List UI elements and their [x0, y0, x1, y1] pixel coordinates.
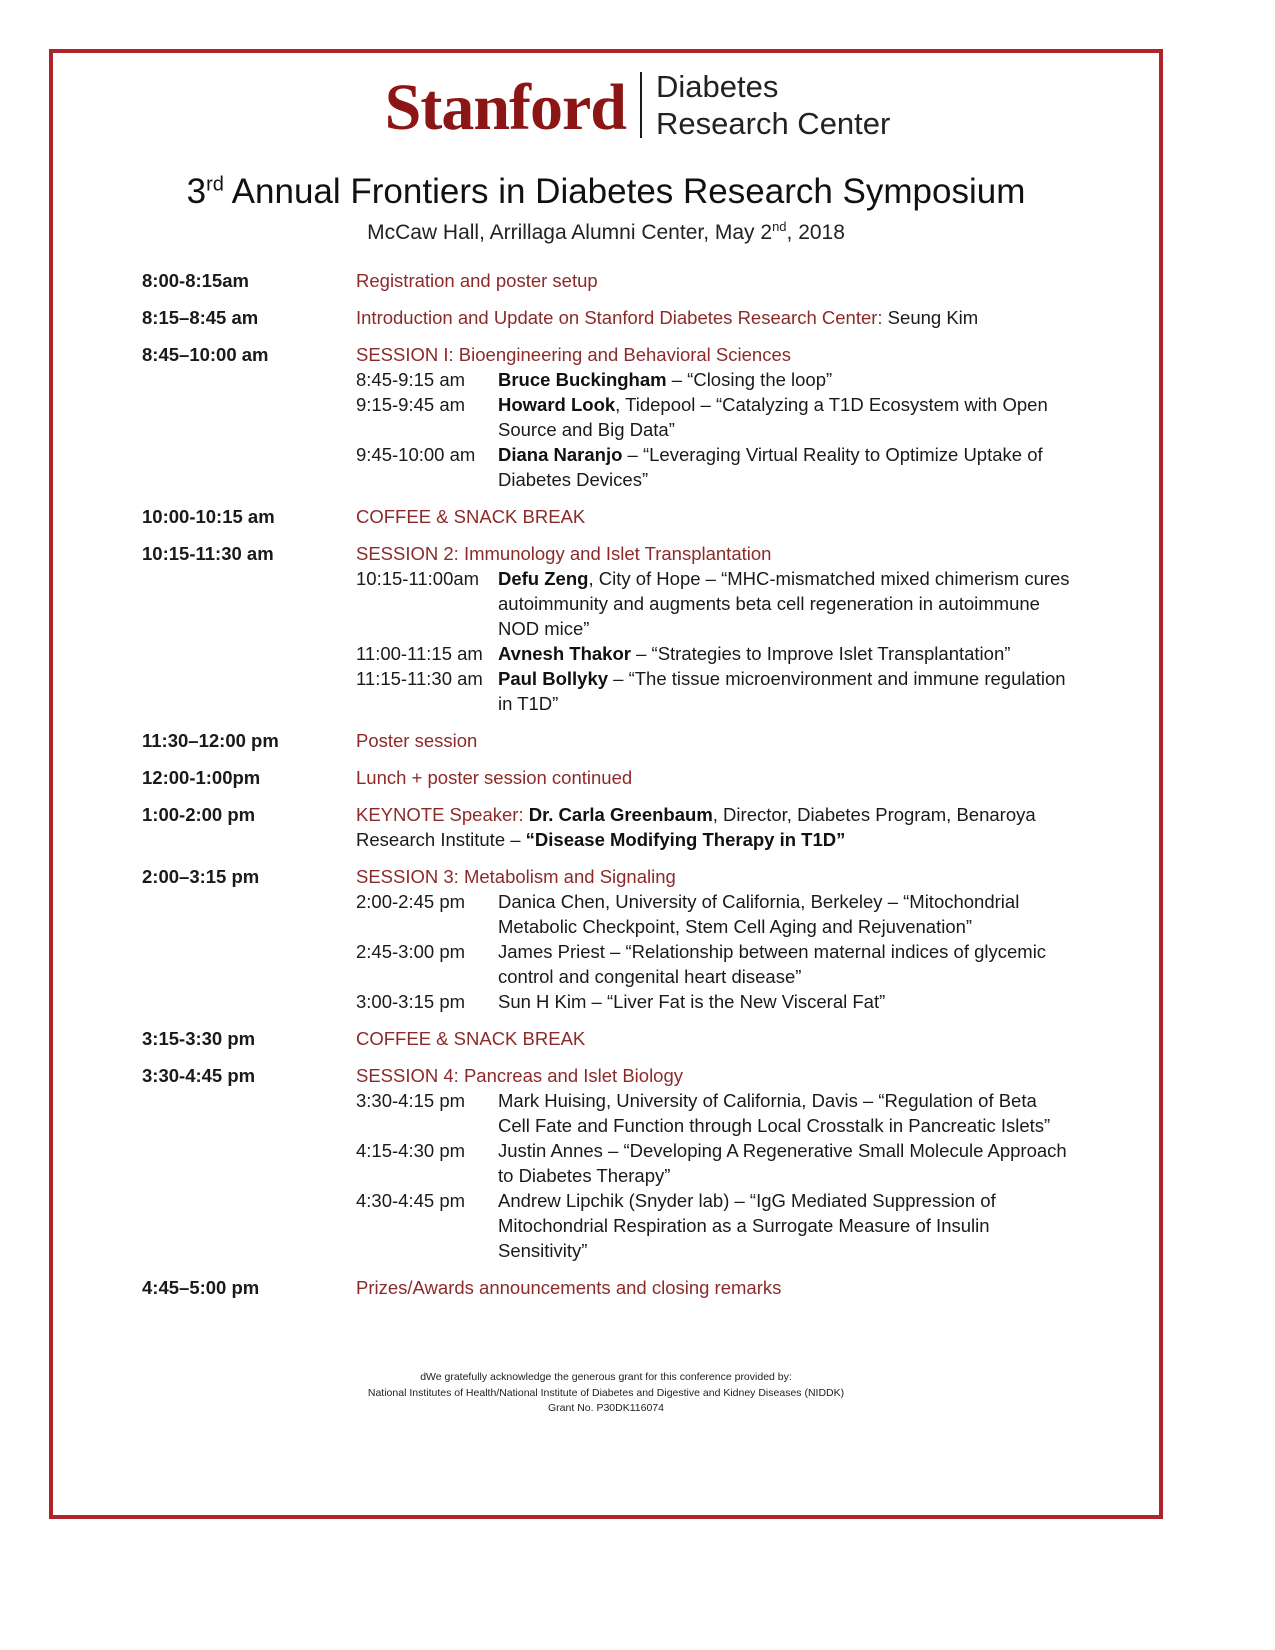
block-heading: SESSION 2: Immunology and Islet Transplantation — [356, 543, 772, 564]
talk-description: , Tidepool – “Catalyzing a T1D Ecosystem with Open Source and Big Data” — [498, 394, 1048, 440]
talk-time: 9:15-9:45 am — [356, 394, 466, 415]
stanford-drc-logo — [0, 68, 1275, 142]
subtitle-rest: , 2018 — [786, 221, 845, 244]
speaker-name: Paul Bollyky — [498, 668, 609, 689]
talk-description: Danica Chen, University of California, Berkeley – “Mitochondrial Metabolic Checkpoint, Stem Cell Aging and Rejuvenation” — [498, 891, 1020, 937]
block-time: 1:00-2:00 pm — [142, 804, 256, 825]
logo-wordmark: Stanford — [384, 71, 627, 144]
schedule-block — [142, 1063, 1072, 1263]
block-time: 2:00–3:15 pm — [142, 866, 260, 887]
talk-time: 8:45-9:15 am — [356, 369, 466, 390]
block-time: 8:00-8:15am — [142, 270, 249, 291]
talk-time: 11:00-11:15 am — [356, 643, 483, 664]
talk-time: 9:45-10:00 am — [356, 444, 476, 465]
speaker-name: Diana Naranjo — [498, 444, 623, 465]
schedule-block — [142, 1275, 1072, 1300]
block-heading: Poster session — [356, 730, 478, 751]
block-time: 3:30-4:45 pm — [142, 1065, 256, 1086]
speaker-name: Bruce Buckingham — [498, 369, 667, 390]
page-subtitle — [0, 219, 1212, 245]
schedule-block — [142, 1026, 1072, 1051]
talk-description: Andrew Lipchik (Snyder lab) – “IgG Mediated Suppression of Mitochondrial Respiration as a Surrogate Measure of Insulin Sensitivity” — [498, 1190, 996, 1261]
keynote-speaker-detail: , Director, Diabetes Program, Benaroya Research Institute – — [356, 804, 1036, 850]
talk-row — [356, 367, 1072, 392]
talk-description: – “The tissue microenvironment and immune regulation in T1D” — [498, 668, 1066, 714]
keynote-talk-title: “Disease Modifying Therapy in T1D” — [525, 829, 846, 850]
footer-line-3: Grant No. P30DK116074 — [548, 1402, 664, 1414]
talk-description: Sun H Kim – “Liver Fat is the New Visceral Fat” — [498, 991, 886, 1012]
logo-line-1: Diabetes — [656, 69, 779, 104]
block-time: 12:00-1:00pm — [142, 767, 261, 788]
logo-divider — [640, 72, 642, 138]
keynote-speaker-name: Dr. Carla Greenbaum — [523, 804, 713, 825]
talk-row — [356, 442, 1072, 492]
footer-line-1: dWe gratefully acknowledge the generous grant for this conference provided by: — [420, 1371, 792, 1383]
schedule-block — [142, 504, 1072, 529]
block-heading: Lunch + poster session continued — [356, 767, 633, 788]
block-time: 3:15-3:30 pm — [142, 1028, 256, 1049]
acknowledgement-footer — [0, 1370, 1212, 1417]
block-time: 11:30–12:00 pm — [142, 730, 279, 751]
block-heading: COFFEE & SNACK BREAK — [356, 506, 586, 527]
block-heading: Introduction and Update on Stanford Diabetes Research Center: — [356, 307, 883, 328]
title-rest: Annual Frontiers in Diabetes Research Symposium — [223, 172, 1026, 211]
title-ordinal: rd — [206, 173, 224, 196]
logo-subtitle — [656, 68, 890, 142]
talk-row — [356, 392, 1072, 442]
block-time: 10:15-11:30 am — [142, 543, 274, 564]
talk-description: – “Leveraging Virtual Reality to Optimize Uptake of Diabetes Devices” — [498, 444, 1043, 490]
talk-description: , City of Hope – “MHC-mismatched mixed chimerism cures autoimmunity and augments beta cell regeneration in autoimmune NOD mice” — [498, 568, 1070, 639]
talk-description: – “Closing the loop” — [666, 369, 833, 390]
talk-row — [356, 566, 1072, 641]
schedule — [142, 268, 1072, 1312]
block-heading: Prizes/Awards announcements and closing remarks — [356, 1277, 782, 1298]
block-speaker: Seung Kim — [882, 307, 979, 328]
block-time: 10:00-10:15 am — [142, 506, 275, 527]
page-title — [0, 172, 1212, 212]
speaker-name: Avnesh Thakor — [498, 643, 631, 664]
schedule-block — [142, 728, 1072, 753]
schedule-block — [142, 541, 1072, 716]
logo-line-2: Research Center — [656, 106, 891, 141]
subtitle-ordinal: nd — [772, 219, 787, 234]
talk-time: 2:45-3:00 pm — [356, 941, 466, 962]
speaker-name: Howard Look — [498, 394, 616, 415]
block-heading: COFFEE & SNACK BREAK — [356, 1028, 586, 1049]
talk-row — [356, 641, 1072, 666]
talk-row — [356, 939, 1072, 989]
schedule-block — [142, 864, 1072, 1014]
schedule-block — [142, 342, 1072, 492]
talk-time: 2:00-2:45 pm — [356, 891, 466, 912]
talk-description: James Priest – “Relationship between maternal indices of glycemic control and congenital heart disease” — [498, 941, 1047, 987]
talk-description: Mark Huising, University of California, Davis – “Regulation of Beta Cell Fate and Function through Local Crosstalk in Pancreatic Islets” — [498, 1090, 1051, 1136]
title-prefix: 3 — [186, 172, 207, 211]
block-time: 8:45–10:00 am — [142, 344, 269, 365]
talk-row — [356, 1088, 1072, 1138]
talk-time: 4:30-4:45 pm — [356, 1190, 466, 1211]
talk-time: 10:15-11:00am — [356, 568, 480, 589]
talk-row — [356, 889, 1072, 939]
talk-description: Justin Annes – “Developing A Regenerative Small Molecule Approach to Diabetes Therapy” — [498, 1140, 1067, 1186]
block-time: 4:45–5:00 pm — [142, 1277, 260, 1298]
block-heading: Registration and poster setup — [356, 270, 598, 291]
speaker-name: Defu Zeng — [498, 568, 589, 589]
schedule-block — [142, 802, 1072, 852]
talk-row — [356, 1138, 1072, 1188]
block-heading: KEYNOTE Speaker: — [356, 804, 524, 825]
footer-line-2: National Institutes of Health/National Institute of Diabetes and Digestive and Kidney Diseases (NIDDK) — [367, 1386, 845, 1399]
block-time: 8:15–8:45 am — [142, 307, 259, 328]
schedule-block — [142, 268, 1072, 293]
talk-time: 4:15-4:30 pm — [356, 1140, 466, 1161]
block-heading: SESSION 4: Pancreas and Islet Biology — [356, 1065, 684, 1086]
talk-row — [356, 1188, 1072, 1263]
schedule-block — [142, 765, 1072, 790]
talk-time: 3:30-4:15 pm — [356, 1090, 466, 1111]
block-heading: SESSION 3: Metabolism and Signaling — [356, 866, 676, 887]
talk-time: 3:00-3:15 pm — [356, 991, 466, 1012]
block-heading: SESSION I: Bioengineering and Behavioral Sciences — [356, 344, 792, 365]
schedule-block — [142, 305, 1072, 330]
talk-description: – “Strategies to Improve Islet Transplantation” — [630, 643, 1011, 664]
talk-row — [356, 666, 1072, 716]
subtitle-prefix: McCaw Hall, Arrillaga Alumni Center, May 2 — [367, 221, 773, 244]
talk-row — [356, 989, 1072, 1014]
talk-time: 11:15-11:30 am — [356, 668, 483, 689]
